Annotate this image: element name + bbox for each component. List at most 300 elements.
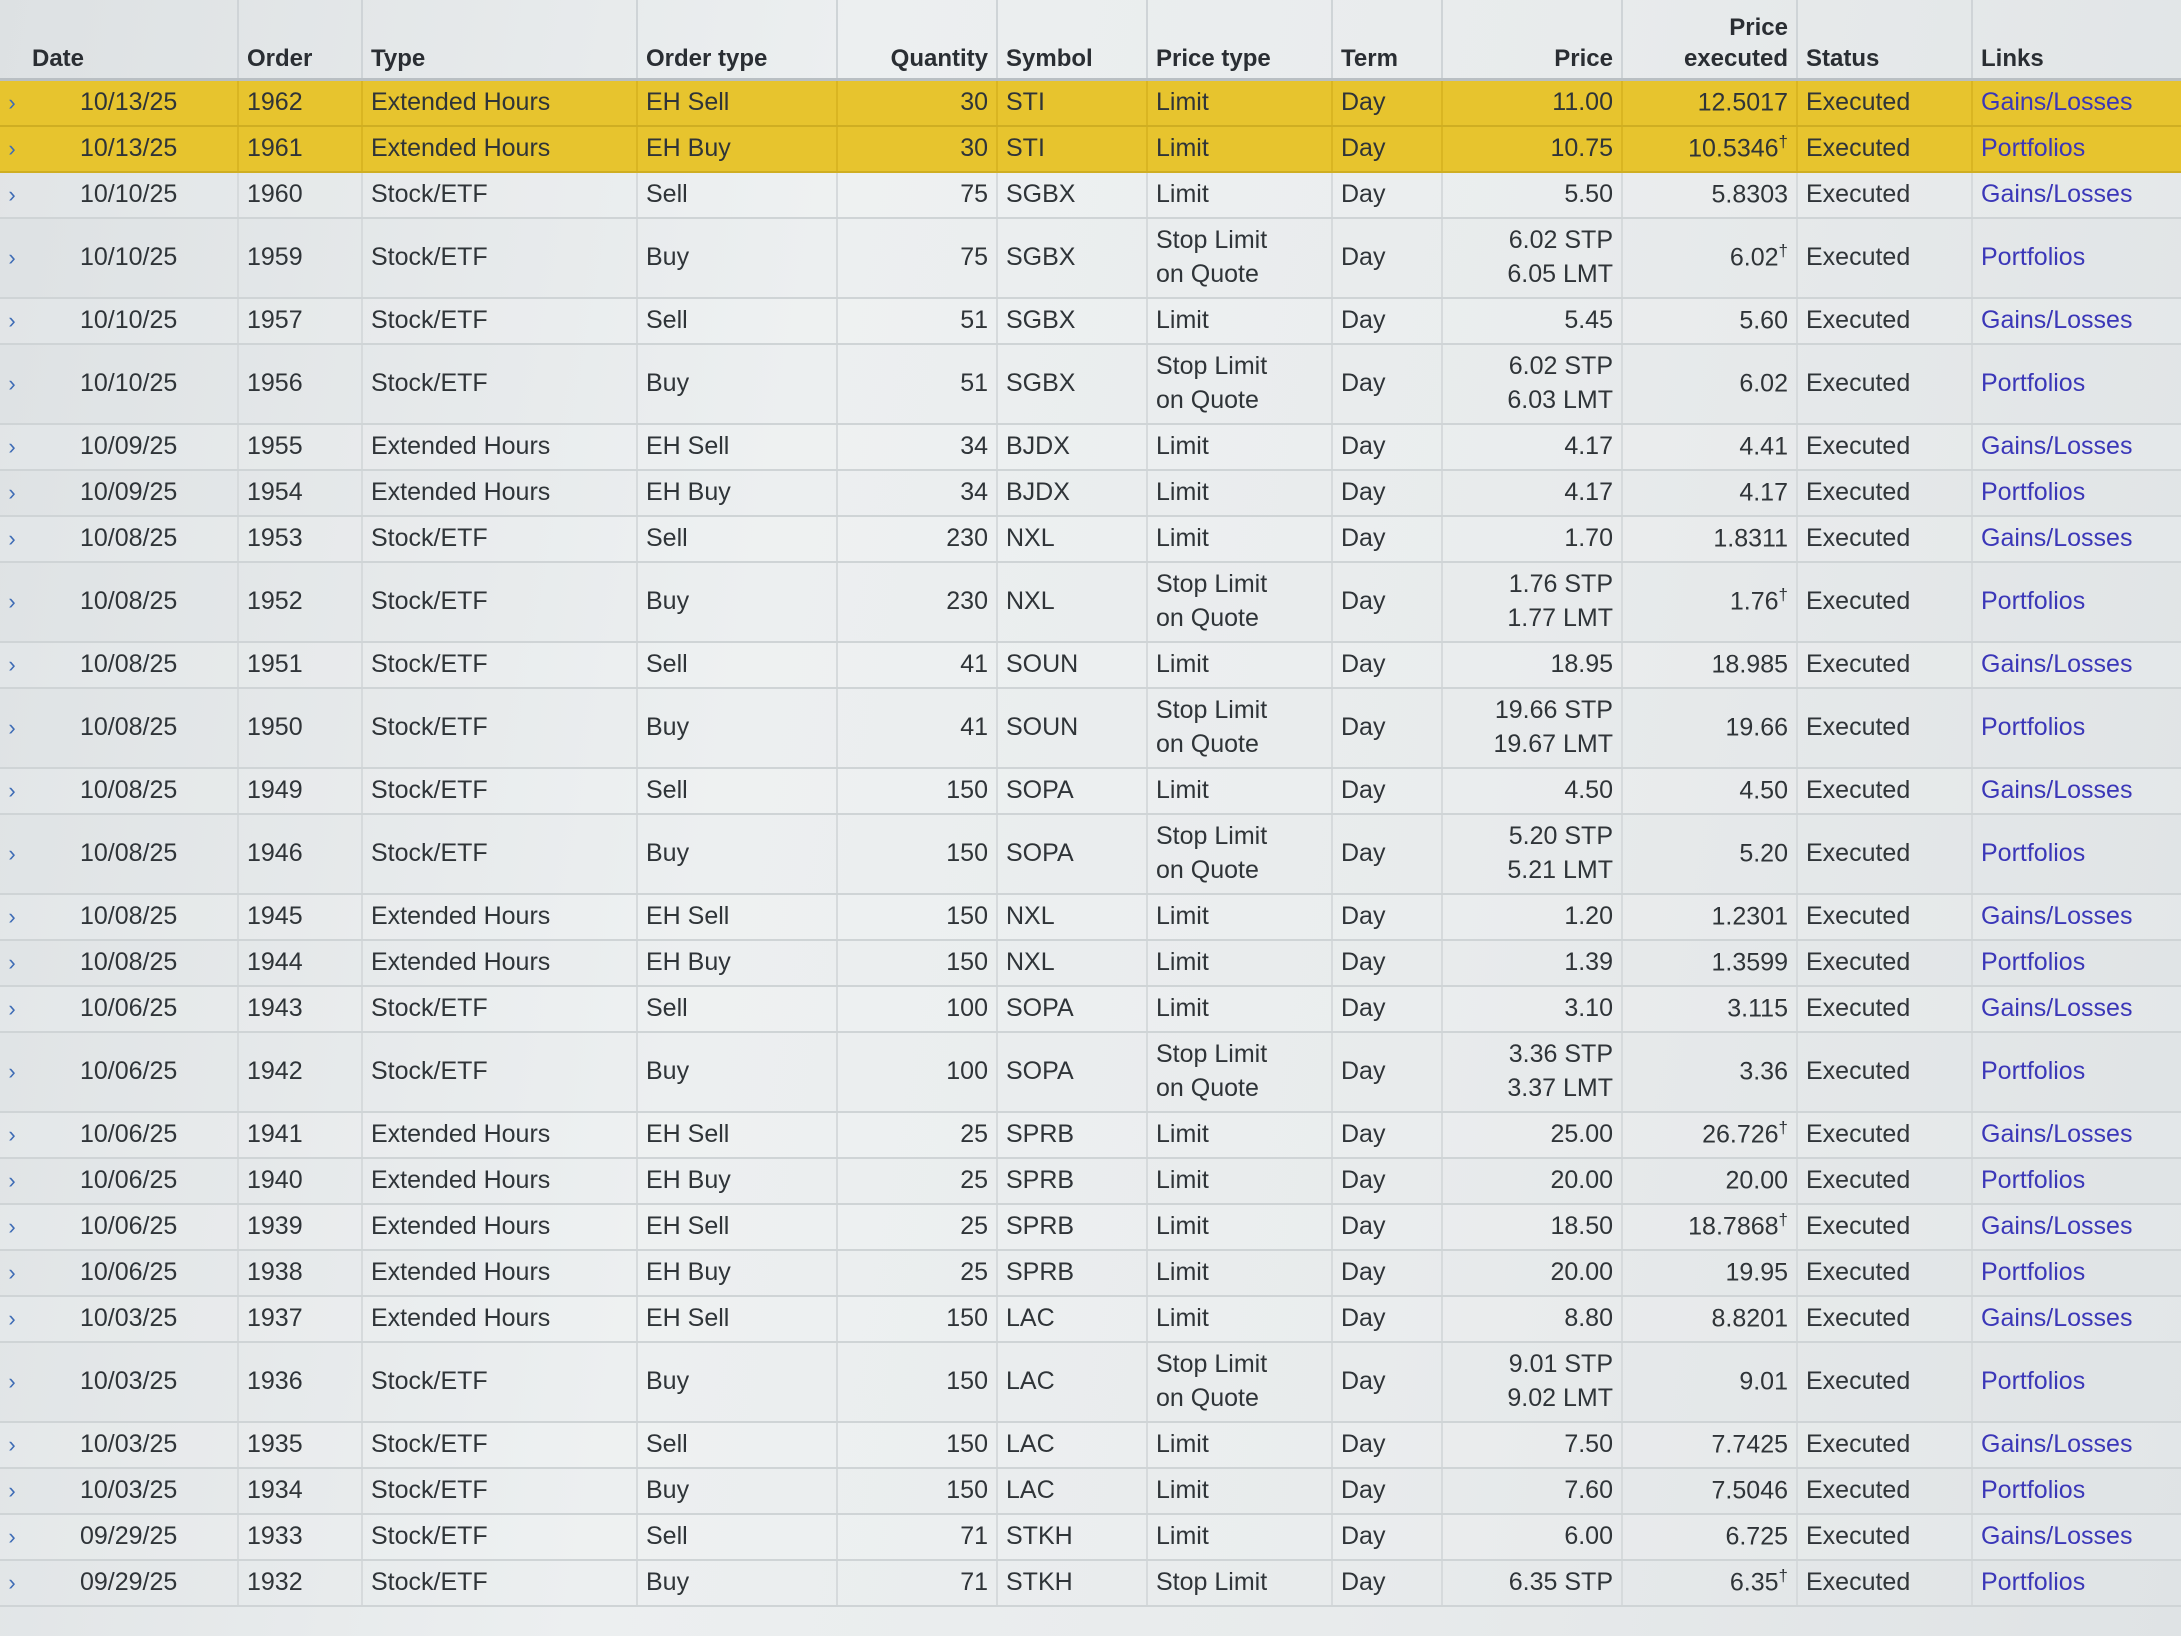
- table-row-1960[interactable]: [0, 172, 2181, 218]
- cell-link[interactable]: Portfolios: [1972, 1032, 2181, 1112]
- cell-order-type: Sell: [637, 516, 837, 562]
- table-row-1956[interactable]: [0, 344, 2181, 424]
- price-line1: 7.50: [1564, 1429, 1613, 1458]
- cell-price-type: [1147, 1468, 1332, 1514]
- cell-quantity: 30: [837, 126, 997, 172]
- cell-quantity: 75: [837, 218, 997, 298]
- price-executed-value: 3.115: [1727, 994, 1788, 1023]
- cell-quantity: 71: [837, 1560, 997, 1606]
- table-row-1938[interactable]: [0, 1250, 2181, 1296]
- cell-symbol: SGBX: [997, 172, 1147, 218]
- cell-price-type: [1147, 126, 1332, 172]
- price-line1: 5.45: [1564, 305, 1613, 334]
- header-date[interactable]: Date: [24, 0, 238, 80]
- table-row-1953[interactable]: [0, 516, 2181, 562]
- cell-link[interactable]: Gains/Losses: [1972, 1112, 2181, 1158]
- cell-link[interactable]: Portfolios: [1972, 1158, 2181, 1204]
- cell-symbol: NXL: [997, 894, 1147, 940]
- cell-status: Executed: [1797, 1158, 1972, 1204]
- price-type-line1: Limit: [1156, 523, 1209, 552]
- cell-status: Executed: [1797, 1204, 1972, 1250]
- price-line1: 6.35 STP: [1508, 1567, 1613, 1596]
- table-row-1940[interactable]: [0, 1158, 2181, 1204]
- cell-quantity: 150: [837, 940, 997, 986]
- cell-order: 1938: [238, 1250, 362, 1296]
- cell-order: 1950: [238, 688, 362, 768]
- cell-status: Executed: [1797, 940, 1972, 986]
- cell-quantity: 150: [837, 894, 997, 940]
- chevron-right-icon[interactable]: ›: [0, 1422, 24, 1468]
- cell-quantity: 34: [837, 424, 997, 470]
- cell-quantity: 150: [837, 1342, 997, 1422]
- price-type-line2: on Quote: [1156, 385, 1259, 414]
- table-row-1954[interactable]: [0, 470, 2181, 516]
- price-type-line1: Limit: [1156, 1257, 1209, 1286]
- cell-price: [1442, 424, 1622, 470]
- chevron-right-icon[interactable]: ›: [0, 218, 24, 298]
- cell-link[interactable]: Gains/Losses: [1972, 642, 2181, 688]
- table-row-1955[interactable]: [0, 424, 2181, 470]
- cell-order: 1962: [238, 80, 362, 126]
- cell-symbol: SGBX: [997, 298, 1147, 344]
- cell-price-type: [1147, 424, 1332, 470]
- cell-status: Executed: [1797, 1514, 1972, 1560]
- cell-type: Extended Hours: [362, 894, 637, 940]
- cell-term: Day: [1332, 1560, 1442, 1606]
- chevron-right-icon[interactable]: ›: [0, 642, 24, 688]
- cell-type: Extended Hours: [362, 80, 637, 126]
- cell-price-executed: [1622, 986, 1797, 1032]
- table-row-1951[interactable]: [0, 642, 2181, 688]
- chevron-right-icon[interactable]: ›: [0, 1560, 24, 1606]
- cell-price: [1442, 470, 1622, 516]
- cell-price: [1442, 1204, 1622, 1250]
- cell-order-type: Sell: [637, 1514, 837, 1560]
- price-type-line2: on Quote: [1156, 259, 1259, 288]
- cell-link[interactable]: Gains/Losses: [1972, 986, 2181, 1032]
- cell-order-type: Buy: [637, 1468, 837, 1514]
- chevron-right-icon[interactable]: ›: [0, 470, 24, 516]
- chevron-right-icon[interactable]: ›: [0, 894, 24, 940]
- cell-price-type: [1147, 768, 1332, 814]
- cell-quantity: 25: [837, 1158, 997, 1204]
- cell-order-type: EH Sell: [637, 1204, 837, 1250]
- table-row-1945[interactable]: [0, 894, 2181, 940]
- cell-order-type: Buy: [637, 1342, 837, 1422]
- price-line1: 4.17: [1564, 477, 1613, 506]
- table-row-1962[interactable]: [0, 80, 2181, 126]
- cell-status: Executed: [1797, 424, 1972, 470]
- cell-quantity: 71: [837, 1514, 997, 1560]
- cell-status: Executed: [1797, 1032, 1972, 1112]
- cell-order: 1941: [238, 1112, 362, 1158]
- cell-link[interactable]: Portfolios: [1972, 218, 2181, 298]
- cell-quantity: 150: [837, 1422, 997, 1468]
- price-line1: 25.00: [1550, 1119, 1613, 1148]
- header-status[interactable]: Status: [1797, 0, 1972, 80]
- cell-price: [1442, 298, 1622, 344]
- header-order[interactable]: Order: [238, 0, 362, 80]
- chevron-right-icon[interactable]: ›: [0, 298, 24, 344]
- chevron-right-icon[interactable]: ›: [0, 1158, 24, 1204]
- cell-order-type: EH Buy: [637, 1250, 837, 1296]
- cell-link[interactable]: Portfolios: [1972, 1468, 2181, 1514]
- header-type[interactable]: Type: [362, 0, 637, 80]
- chevron-right-icon[interactable]: ›: [0, 1032, 24, 1112]
- chevron-right-icon[interactable]: ›: [0, 1468, 24, 1514]
- cell-order-type: Buy: [637, 1032, 837, 1112]
- cell-status: Executed: [1797, 814, 1972, 894]
- cell-symbol: LAC: [997, 1342, 1147, 1422]
- cell-status: Executed: [1797, 1250, 1972, 1296]
- cell-quantity: 51: [837, 298, 997, 344]
- price-executed-value: 5.20: [1739, 839, 1788, 868]
- cell-link[interactable]: Portfolios: [1972, 1342, 2181, 1422]
- cell-link[interactable]: Gains/Losses: [1972, 768, 2181, 814]
- cell-order-type: EH Buy: [637, 126, 837, 172]
- chevron-right-icon[interactable]: ›: [0, 1514, 24, 1560]
- price-executed-value: 5.60: [1739, 306, 1788, 335]
- cell-price-executed: [1622, 1032, 1797, 1112]
- cell-status: Executed: [1797, 1112, 1972, 1158]
- cell-term: Day: [1332, 940, 1442, 986]
- cell-price: [1442, 1342, 1622, 1422]
- price-executed-value: 20.00: [1725, 1166, 1788, 1195]
- cell-symbol: LAC: [997, 1296, 1147, 1342]
- cell-price-executed: [1622, 424, 1797, 470]
- cell-price-executed: [1622, 470, 1797, 516]
- cell-price-type: [1147, 1514, 1332, 1560]
- header-price-executed-line1: Price: [1729, 13, 1788, 41]
- cell-price: [1442, 1158, 1622, 1204]
- cell-status: Executed: [1797, 894, 1972, 940]
- price-type-line1: Stop Limit: [1156, 1039, 1268, 1068]
- price-type-line1: Stop Limit: [1156, 695, 1268, 724]
- cell-link[interactable]: Gains/Losses: [1972, 424, 2181, 470]
- cell-price: [1442, 126, 1622, 172]
- price-line2: 19.67 LMT: [1493, 729, 1613, 758]
- table-row-1952[interactable]: [0, 562, 2181, 642]
- cell-order: 1959: [238, 218, 362, 298]
- cell-symbol: SGBX: [997, 344, 1147, 424]
- price-line1: 1.76 STP: [1508, 569, 1613, 598]
- cell-quantity: 230: [837, 562, 997, 642]
- cell-order: 1952: [238, 562, 362, 642]
- header-quantity[interactable]: Quantity: [837, 0, 997, 80]
- cell-order-type: Buy: [637, 1560, 837, 1606]
- cell-term: Day: [1332, 642, 1442, 688]
- chevron-right-icon[interactable]: ›: [0, 172, 24, 218]
- table-row-1934[interactable]: [0, 1468, 2181, 1514]
- price-type-line2: on Quote: [1156, 1383, 1259, 1412]
- table-row-1944[interactable]: [0, 940, 2181, 986]
- price-type-line1: Limit: [1156, 775, 1209, 804]
- price-type-line1: Limit: [1156, 431, 1209, 460]
- cell-term: Day: [1332, 1204, 1442, 1250]
- table-row-1943[interactable]: [0, 986, 2181, 1032]
- cell-price: [1442, 814, 1622, 894]
- price-type-line1: Stop Limit: [1156, 1567, 1268, 1596]
- header-price-executed[interactable]: [1622, 0, 1797, 80]
- price-executed-value: 19.95: [1725, 1258, 1788, 1287]
- chevron-right-icon[interactable]: ›: [0, 814, 24, 894]
- cell-symbol: NXL: [997, 562, 1147, 642]
- price-executed-value: 4.50: [1739, 776, 1788, 805]
- cell-link[interactable]: Portfolios: [1972, 688, 2181, 768]
- cell-term: Day: [1332, 1112, 1442, 1158]
- cell-date: 09/29/25: [24, 1514, 238, 1560]
- cell-quantity: 230: [837, 516, 997, 562]
- price-line1: 18.95: [1550, 649, 1613, 678]
- price-line1: 20.00: [1550, 1257, 1613, 1286]
- cell-date: 10/10/25: [24, 218, 238, 298]
- cell-price-executed: [1622, 1342, 1797, 1422]
- price-line1: 7.60: [1564, 1475, 1613, 1504]
- table-row-1941[interactable]: [0, 1112, 2181, 1158]
- cell-date: 10/03/25: [24, 1342, 238, 1422]
- header-price[interactable]: Price: [1442, 0, 1622, 80]
- price-executed-value: 18.985: [1711, 650, 1788, 679]
- price-line1: 18.50: [1550, 1211, 1613, 1240]
- cell-link[interactable]: Portfolios: [1972, 126, 2181, 172]
- table-row-1935[interactable]: [0, 1422, 2181, 1468]
- cell-price-type: [1147, 80, 1332, 126]
- cell-order: 1953: [238, 516, 362, 562]
- price-line1: 1.70: [1564, 523, 1613, 552]
- cell-price: [1442, 940, 1622, 986]
- cell-symbol: STKH: [997, 1560, 1147, 1606]
- cell-symbol: NXL: [997, 516, 1147, 562]
- price-type-line1: Limit: [1156, 477, 1209, 506]
- chevron-right-icon[interactable]: ›: [0, 768, 24, 814]
- cell-price-type: [1147, 1204, 1332, 1250]
- price-type-line1: Stop Limit: [1156, 225, 1268, 254]
- chevron-right-icon[interactable]: ›: [0, 1204, 24, 1250]
- cell-link[interactable]: Portfolios: [1972, 562, 2181, 642]
- cell-symbol: SOUN: [997, 642, 1147, 688]
- cell-price-type: [1147, 1250, 1332, 1296]
- price-type-line1: Limit: [1156, 1119, 1209, 1148]
- cell-link[interactable]: Portfolios: [1972, 470, 2181, 516]
- cell-link[interactable]: Gains/Losses: [1972, 894, 2181, 940]
- table-header: [0, 0, 2181, 80]
- cell-date: 10/06/25: [24, 1204, 238, 1250]
- price-line2: 5.21 LMT: [1507, 855, 1613, 884]
- cell-price-type: [1147, 218, 1332, 298]
- cell-order-type: EH Buy: [637, 1158, 837, 1204]
- chevron-right-icon[interactable]: ›: [0, 80, 24, 126]
- cell-link[interactable]: Portfolios: [1972, 814, 2181, 894]
- price-line2: 1.77 LMT: [1507, 603, 1613, 632]
- price-executed-value: 7.7425: [1711, 1430, 1788, 1459]
- table-row-1942[interactable]: [0, 1032, 2181, 1112]
- cell-link[interactable]: Gains/Losses: [1972, 1422, 2181, 1468]
- cell-price-executed: [1622, 126, 1797, 172]
- cell-price-executed: [1622, 80, 1797, 126]
- chevron-right-icon[interactable]: ›: [0, 1250, 24, 1296]
- chevron-right-icon[interactable]: ›: [0, 516, 24, 562]
- cell-order: 1961: [238, 126, 362, 172]
- table-row-1950[interactable]: [0, 688, 2181, 768]
- price-line1: 6.02 STP: [1508, 225, 1613, 254]
- price-type-line1: Stop Limit: [1156, 569, 1268, 598]
- cell-order-type: Sell: [637, 1422, 837, 1468]
- cell-date: 10/03/25: [24, 1468, 238, 1514]
- cell-type: Extended Hours: [362, 940, 637, 986]
- chevron-right-icon[interactable]: ›: [0, 424, 24, 470]
- table-body: [0, 80, 2181, 1606]
- price-line1: 8.80: [1564, 1303, 1613, 1332]
- dagger-mark: †: [1778, 1117, 1788, 1137]
- cell-symbol: SGBX: [997, 218, 1147, 298]
- cell-order: 1954: [238, 470, 362, 516]
- cell-date: 10/06/25: [24, 1112, 238, 1158]
- cell-order-type: Sell: [637, 642, 837, 688]
- table-row-1937[interactable]: [0, 1296, 2181, 1342]
- cell-status: Executed: [1797, 1342, 1972, 1422]
- table-row-1939[interactable]: [0, 1204, 2181, 1250]
- cell-symbol: SPRB: [997, 1112, 1147, 1158]
- cell-type: Extended Hours: [362, 1158, 637, 1204]
- cell-order: 1946: [238, 814, 362, 894]
- table-row-1946[interactable]: [0, 814, 2181, 894]
- header-price-type[interactable]: Price type: [1147, 0, 1332, 80]
- cell-price-type: [1147, 1296, 1332, 1342]
- cell-link[interactable]: Gains/Losses: [1972, 516, 2181, 562]
- cell-price-type: [1147, 562, 1332, 642]
- cell-type: Stock/ETF: [362, 986, 637, 1032]
- cell-link[interactable]: Portfolios: [1972, 940, 2181, 986]
- chevron-right-icon[interactable]: ›: [0, 1342, 24, 1422]
- cell-link[interactable]: Portfolios: [1972, 344, 2181, 424]
- cell-price-executed: [1622, 940, 1797, 986]
- chevron-right-icon[interactable]: ›: [0, 688, 24, 768]
- price-line1: 4.50: [1564, 775, 1613, 804]
- chevron-right-icon[interactable]: ›: [0, 1296, 24, 1342]
- cell-price: [1442, 1514, 1622, 1560]
- price-line1: 11.00: [1552, 87, 1613, 116]
- cell-link[interactable]: Gains/Losses: [1972, 298, 2181, 344]
- chevron-right-icon[interactable]: ›: [0, 940, 24, 986]
- table-row-1959[interactable]: [0, 218, 2181, 298]
- cell-link[interactable]: Portfolios: [1972, 1560, 2181, 1606]
- cell-order-type: EH Sell: [637, 80, 837, 126]
- chevron-right-icon[interactable]: ›: [0, 986, 24, 1032]
- cell-term: Day: [1332, 1158, 1442, 1204]
- cell-price-executed: [1622, 768, 1797, 814]
- cell-symbol: STI: [997, 126, 1147, 172]
- price-executed-value: 4.41: [1739, 432, 1788, 461]
- table-row-1961[interactable]: [0, 126, 2181, 172]
- cell-type: Extended Hours: [362, 470, 637, 516]
- cell-term: Day: [1332, 470, 1442, 516]
- cell-link[interactable]: Gains/Losses: [1972, 1296, 2181, 1342]
- cell-link[interactable]: Portfolios: [1972, 1250, 2181, 1296]
- header-row: [0, 0, 2181, 80]
- cell-status: Executed: [1797, 642, 1972, 688]
- table-row-1949[interactable]: [0, 768, 2181, 814]
- chevron-right-icon[interactable]: ›: [0, 1112, 24, 1158]
- cell-date: 10/08/25: [24, 642, 238, 688]
- dagger-mark: †: [1778, 1209, 1788, 1229]
- cell-type: Stock/ETF: [362, 172, 637, 218]
- cell-price-executed: [1622, 172, 1797, 218]
- cell-date: 10/08/25: [24, 688, 238, 768]
- price-line1: 19.66 STP: [1494, 695, 1613, 724]
- cell-quantity: 150: [837, 1468, 997, 1514]
- cell-term: Day: [1332, 1468, 1442, 1514]
- cell-price-type: [1147, 940, 1332, 986]
- cell-price: [1442, 986, 1622, 1032]
- cell-symbol: SOPA: [997, 814, 1147, 894]
- cell-term: Day: [1332, 562, 1442, 642]
- price-line1: 3.10: [1564, 993, 1613, 1022]
- cell-order-type: EH Buy: [637, 940, 837, 986]
- cell-link[interactable]: Gains/Losses: [1972, 80, 2181, 126]
- cell-price: [1442, 1032, 1622, 1112]
- cell-order: 1957: [238, 298, 362, 344]
- cell-order: 1937: [238, 1296, 362, 1342]
- cell-price-executed: [1622, 1112, 1797, 1158]
- cell-link[interactable]: Gains/Losses: [1972, 172, 2181, 218]
- cell-price-executed: [1622, 894, 1797, 940]
- cell-status: Executed: [1797, 1296, 1972, 1342]
- cell-price-executed: [1622, 1158, 1797, 1204]
- cell-order-type: EH Sell: [637, 1296, 837, 1342]
- cell-order: 1933: [238, 1514, 362, 1560]
- price-executed-value: 6.02: [1739, 369, 1788, 398]
- header-term[interactable]: Term: [1332, 0, 1442, 80]
- cell-order-type: Buy: [637, 218, 837, 298]
- chevron-right-icon[interactable]: ›: [0, 562, 24, 642]
- cell-term: Day: [1332, 424, 1442, 470]
- cell-term: Day: [1332, 298, 1442, 344]
- cell-order: 1956: [238, 344, 362, 424]
- cell-price-type: [1147, 688, 1332, 768]
- price-type-line1: Stop Limit: [1156, 351, 1268, 380]
- chevron-right-icon[interactable]: ›: [0, 126, 24, 172]
- cell-order: 1960: [238, 172, 362, 218]
- cell-price: [1442, 894, 1622, 940]
- price-type-line1: Limit: [1156, 179, 1209, 208]
- table-row-1936[interactable]: [0, 1342, 2181, 1422]
- cell-order-type: EH Buy: [637, 470, 837, 516]
- table-row-1933[interactable]: [0, 1514, 2181, 1560]
- cell-status: Executed: [1797, 986, 1972, 1032]
- header-order-type[interactable]: Order type: [637, 0, 837, 80]
- table-row-1932[interactable]: [0, 1560, 2181, 1606]
- cell-price-type: [1147, 1032, 1332, 1112]
- cell-status: Executed: [1797, 126, 1972, 172]
- cell-order-type: Buy: [637, 814, 837, 894]
- price-executed-value: 1.8311: [1713, 524, 1788, 553]
- dagger-mark: †: [1778, 131, 1788, 151]
- cell-link[interactable]: Gains/Losses: [1972, 1514, 2181, 1560]
- cell-price: [1442, 1250, 1622, 1296]
- header-symbol[interactable]: Symbol: [997, 0, 1147, 80]
- table-row-1957[interactable]: [0, 298, 2181, 344]
- cell-link[interactable]: Gains/Losses: [1972, 1204, 2181, 1250]
- cell-order-type: Sell: [637, 986, 837, 1032]
- price-line2: 9.02 LMT: [1507, 1383, 1613, 1412]
- price-executed-value: 10.5346: [1688, 134, 1779, 163]
- cell-date: 10/06/25: [24, 986, 238, 1032]
- chevron-right-icon[interactable]: ›: [0, 344, 24, 424]
- cell-symbol: BJDX: [997, 424, 1147, 470]
- price-executed-value: 12.5017: [1697, 88, 1788, 117]
- cell-term: Day: [1332, 1296, 1442, 1342]
- cell-date: 10/03/25: [24, 1296, 238, 1342]
